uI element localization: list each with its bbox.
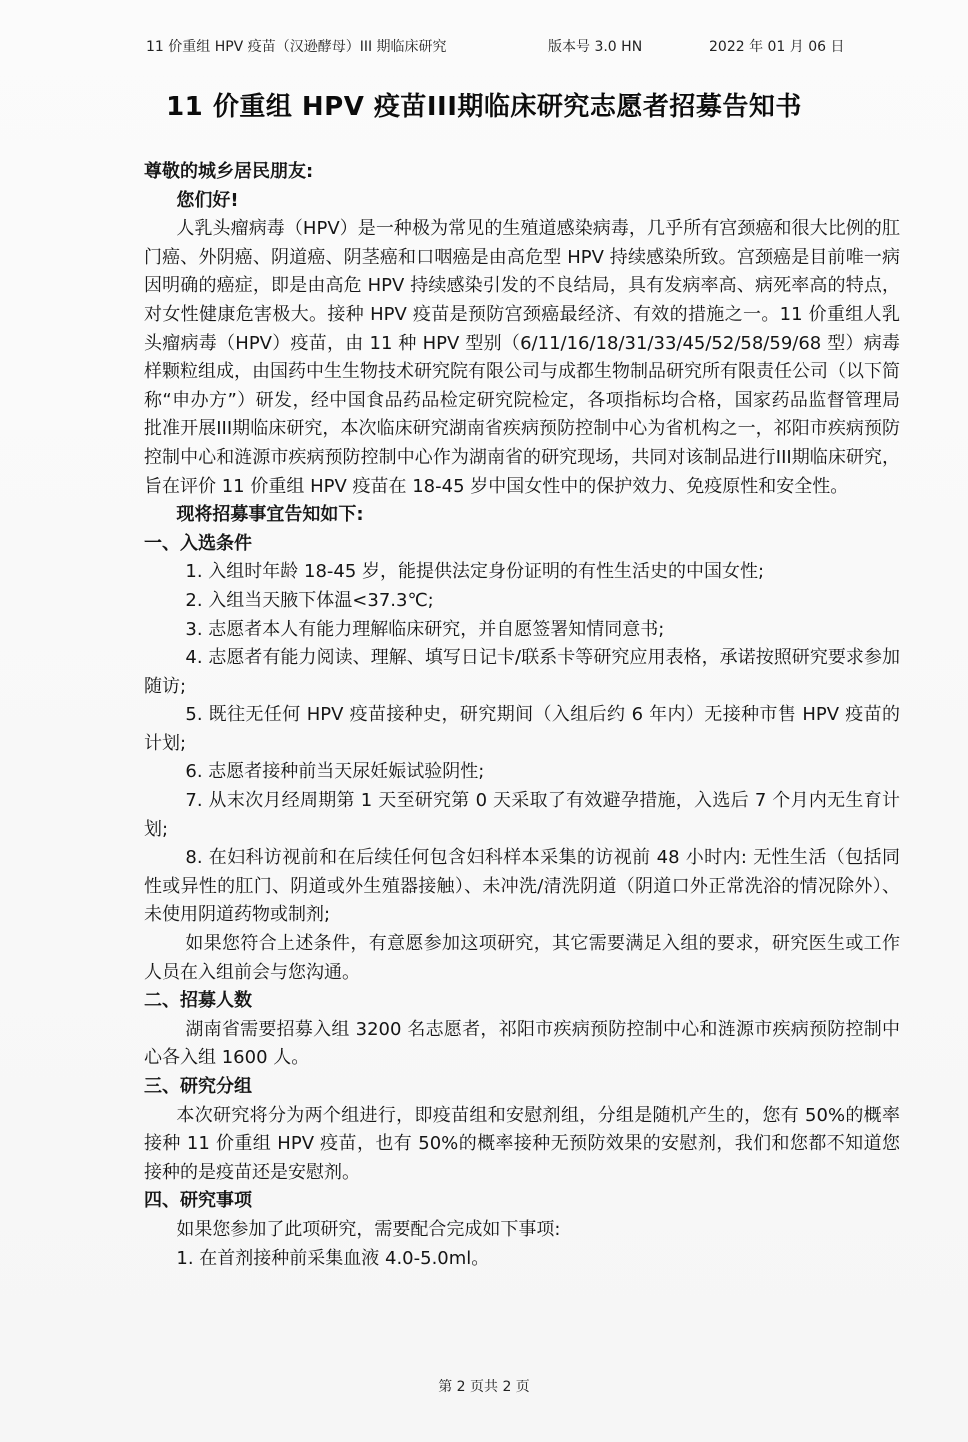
grouping-text: 本次研究将分为两个组进行，即疫苗组和安慰剂组，分组是随机产生的，您有 50%的概率接种 11 价重组 HPV 疫苗，也有 50%的概率接种无预防效果的安慰剂，我们和您都不知道您接种的是疫苗还是安慰剂。 (144, 1104, 900, 1183)
document-body (144, 158, 900, 1273)
recruitment-text: 湖南省需要招募入组 3200 名志愿者，祁阳市疾病预防控制中心和涟源市疾病预防控制中心各入组 1600 人。 (144, 1018, 900, 1069)
header-version: 版本号 3.0 HN (548, 39, 643, 55)
header-study-name: 11 价重组 HPV 疫苗（汉逊酵母）III 期临床研究 (146, 39, 447, 55)
inclusion-item: 2. 入组当天腋下体温<37.3℃; (185, 589, 434, 611)
inclusion-item: 7. 从末次月经周期第 1 天至研究第 0 天采取了有效避孕措施，入选后 7 个月内无生育计划; (144, 790, 900, 840)
document-title: 11 价重组 HPV 疫苗III期临床研究志愿者招募告知书 (166, 92, 802, 122)
inclusion-item: 5. 既往无任何 HPV 疫苗接种史，研究期间（入组后约 6 年内）无接种市售 HPV 疫苗的计划; (144, 704, 900, 754)
page-number: 第 2 页共 2 页 (438, 1379, 530, 1395)
header-date: 2022 年 01 月 06 日 (709, 39, 845, 55)
procedures-text: 如果您参加了此项研究，需要配合完成如下事项: (176, 1218, 561, 1240)
greeting: 您们好! (176, 189, 239, 211)
inclusion-note: 如果您符合上述条件，有意愿参加这项研究，其它需要满足入组的要求，研究医生或工作人员在入组前会与您沟通。 (144, 933, 900, 983)
section-title-recruitment: 二、招募人数 (144, 990, 252, 1012)
inclusion-item: 6. 志愿者接种前当天尿妊娠试验阴性; (185, 761, 485, 783)
announce-line: 现将招募事宜告知如下: (176, 504, 364, 526)
inclusion-item: 8. 在妇科访视前和在后续任何包含妇科样本采集的访视前 48 小时内: 无性生活（包括同性或异性的肛门、阴道或外生殖器接触）、未冲洗/清洗阴道（阴道口外正常洗浴的情况除外）、未使用阴道药物或制剂; (144, 847, 900, 926)
section-title-procedures: 四、研究事项 (144, 1190, 252, 1212)
section-title-grouping: 三、研究分组 (144, 1076, 252, 1097)
procedure-item: 1. 在首剂接种前采集血液 4.0-5.0ml。 (176, 1247, 490, 1269)
inclusion-item: 4. 志愿者有能力阅读、理解、填写日记卡/联系卡等研究应用表格，承诺按照研究要求参加随访; (144, 647, 900, 697)
salutation: 尊敬的城乡居民朋友: (144, 161, 314, 182)
inclusion-item: 3. 志愿者本人有能力理解临床研究，并自愿签署知情同意书; (185, 618, 665, 640)
page-header (146, 36, 866, 58)
inclusion-item: 1. 入组时年龄 18-45 岁，能提供法定身份证明的有性生活史的中国女性; (185, 561, 765, 583)
section-title-inclusion: 一、入选条件 (144, 532, 252, 554)
intro-paragraph: 人乳头瘤病毒（HPV）是一种极为常见的生殖道感染病毒，几乎所有宫颈癌和很大比例的肛门癌、外阴癌、阴道癌、阴茎癌和口咽癌是由高危型 HPV 持续感染所致。宫颈癌是目前唯一病因明确的癌症，即是由高危 HPV 持续感染引发的不良结局，具有发病率高、病死率高的特点，对女性健康危害极大。接种 HPV 疫苗是预防宫颈癌最经济、有效的措施之一。11 价重组人乳头瘤病毒（HPV）疫苗，由 11 种 HPV 型别（6/11/16/18/31/33/45/52/58/59/68 型）病毒样颗粒组成，由国药中生生物技术研究院有限公司与成都生物制品研究所有限责任公司（以下简称“申办方”）研发，经中国食品药品检定研究院检定，各项指标均合格，国家药品监督管理局批准开展III期临床研究，本次临床研究湖南省疾病预防控制中心为省机构之一，祁阳市疾病预防控制中心和涟源市疾病预防控制中心作为湖南省的研究现场，共同对该制品进行III期临床研究，旨在评价 11 价重组 HPV 疫苗在 18-45 岁中国女性中的保护效力、免疫原性和安全性。 (144, 218, 900, 497)
